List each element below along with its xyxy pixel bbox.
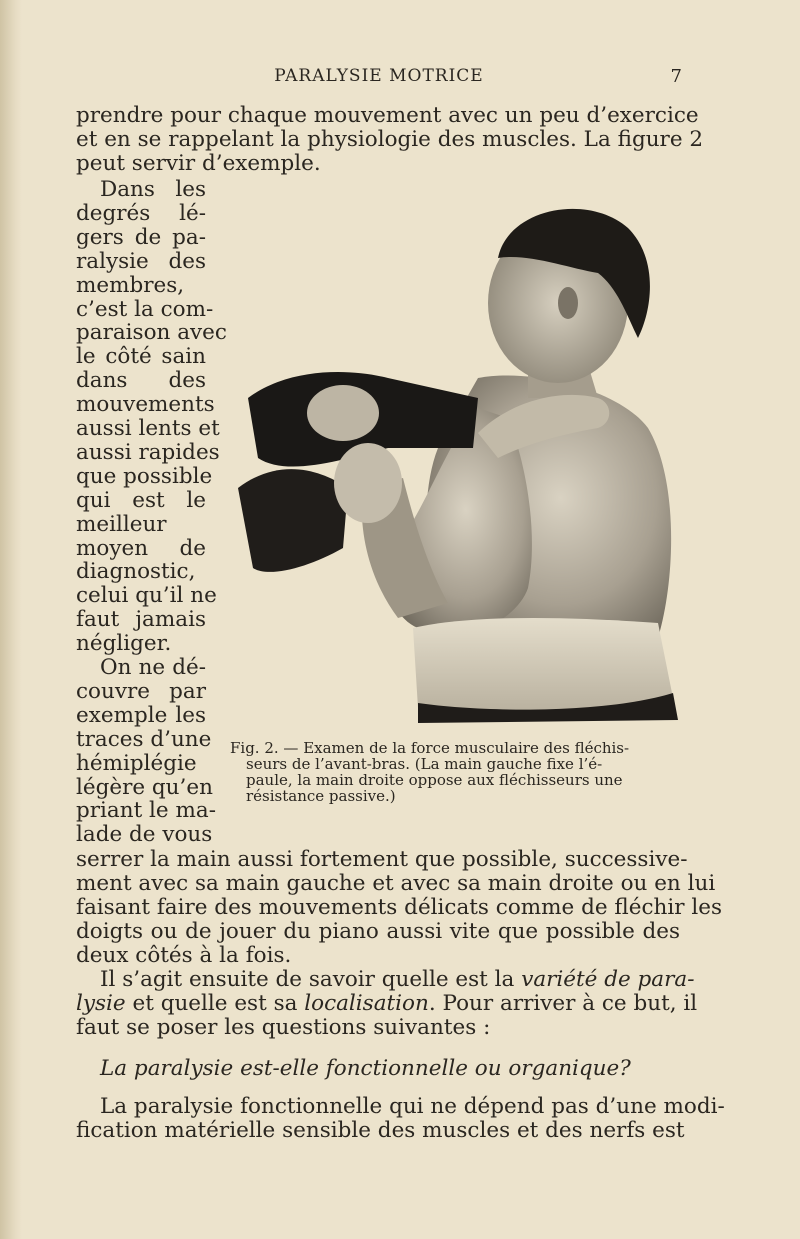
caption-line: Fig. 2. — Examen de la force musculaire des fléchis- bbox=[230, 739, 630, 757]
side-text-line: aussi lents et bbox=[76, 416, 220, 441]
text-line: fication matérielle sensible des muscles et des nerfs est bbox=[76, 1118, 685, 1143]
side-text-line: gers de pa- bbox=[76, 224, 206, 250]
figure-caption bbox=[230, 740, 680, 804]
text-line: La paralysie fonctionnelle qui ne dépend pas d’une modi- bbox=[100, 1094, 725, 1119]
text-line: serrer la main aussi fortement que possible, successive- bbox=[76, 847, 688, 872]
figure-photograph bbox=[228, 198, 680, 728]
side-text-line: mouvements bbox=[76, 392, 215, 418]
side-text-line: lade de vous bbox=[76, 822, 213, 848]
italic-term: lysie bbox=[76, 991, 126, 1016]
side-text-line: priant le ma- bbox=[76, 798, 216, 824]
side-text-line: moyen de bbox=[76, 535, 206, 561]
text-line: peut servir d’exemple. bbox=[76, 151, 321, 176]
caption-line: seurs de l’avant-bras. (La main gauche fixe l’é- bbox=[246, 755, 603, 773]
side-text-line: traces d’une bbox=[76, 726, 212, 752]
caption-line: résistance passive.) bbox=[246, 787, 396, 805]
text-line: prendre pour chaque mouvement avec un peu d’exercice bbox=[76, 103, 699, 128]
side-text-line: diagnostic, bbox=[76, 559, 196, 585]
side-text-line: le côté sain bbox=[76, 344, 206, 370]
side-text-line: c’est la com- bbox=[76, 296, 214, 322]
side-text-line: meilleur bbox=[76, 511, 167, 537]
side-text-line: légère qu’en bbox=[76, 774, 213, 800]
side-text-line: celui qu’il ne bbox=[76, 583, 217, 609]
section-question bbox=[76, 1057, 680, 1081]
text-line: et en se rappelant la physiologie des muscles. La figure 2 bbox=[76, 127, 704, 152]
caption-line: paule, la main droite oppose aux fléchisseurs une bbox=[246, 771, 623, 789]
side-text-line: dans des bbox=[76, 368, 206, 394]
text-span: et quelle est sa bbox=[125, 991, 305, 1016]
text-line: faut se poser les questions suivantes : bbox=[76, 1015, 491, 1040]
text-line: doigts ou de jouer du piano aussi vite que possible des bbox=[76, 919, 680, 944]
side-text-line: paraison avec bbox=[76, 320, 227, 346]
side-text-line: négliger. bbox=[76, 631, 172, 657]
side-text-line: membres, bbox=[76, 272, 185, 298]
text-line: ment avec sa main gauche et avec sa main droite ou en lui bbox=[76, 871, 716, 896]
text-line bbox=[76, 991, 698, 1016]
italic-term: variété de para- bbox=[521, 967, 695, 992]
side-text-line: qui est le bbox=[76, 487, 206, 513]
running-head-title: PARALYSIE MOTRICE bbox=[274, 66, 484, 86]
side-text-line: On ne dé- bbox=[100, 655, 206, 680]
side-text-line: ralysie des bbox=[76, 248, 206, 274]
side-text-line: degrés lé- bbox=[76, 200, 206, 226]
side-text-line: Dans les bbox=[100, 177, 206, 202]
text-span: . Pour arriver à ce but, il bbox=[428, 991, 698, 1016]
side-text-line: exemple les bbox=[76, 702, 206, 728]
page-number: 7 bbox=[670, 66, 682, 87]
side-text-line: que possible bbox=[76, 463, 213, 489]
page-binding-shadow bbox=[0, 0, 22, 1239]
side-text-line: aussi rapides bbox=[76, 439, 220, 465]
side-text-line: couvre par bbox=[76, 678, 206, 704]
muscle-exam-photo bbox=[228, 198, 680, 728]
text-line bbox=[76, 967, 695, 992]
side-text-line: faut jamais bbox=[76, 607, 206, 633]
text-span: Il s’agit ensuite de savoir quelle est la bbox=[100, 967, 522, 992]
running-head bbox=[76, 66, 682, 90]
italic-question: La paralysie est-elle fonctionnelle ou organique? bbox=[100, 1056, 631, 1081]
text-line: faisant faire des mouvements délicats comme de fléchir les bbox=[76, 895, 722, 920]
italic-term: localisation bbox=[304, 991, 429, 1016]
side-text-line: hémiplégie bbox=[76, 750, 197, 776]
text-line: deux côtés à la fois. bbox=[76, 943, 292, 968]
